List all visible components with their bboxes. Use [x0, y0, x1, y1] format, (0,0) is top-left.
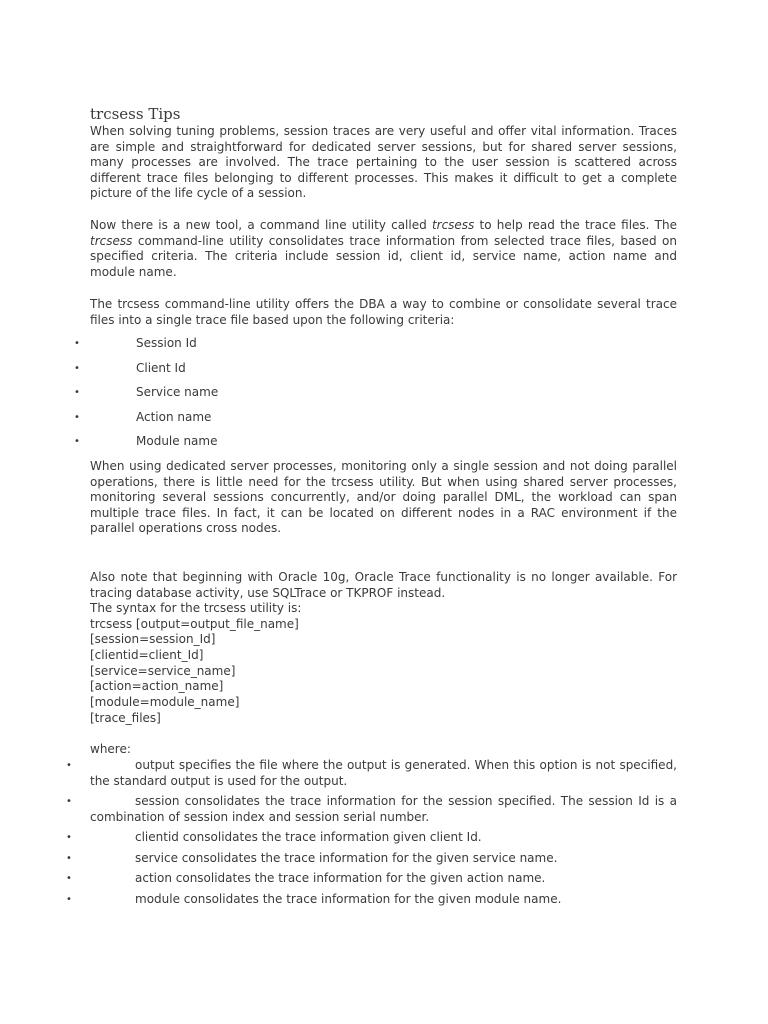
syntax-line: The syntax for the trcsess utility is:: [90, 601, 302, 615]
option-description: service consolidates the trace information for the given service name.: [135, 850, 558, 865]
list-item: [0, 892, 677, 913]
tool-text-3: command-line utility consolidates trace information from selected trace files, based on specified criteria. The criteria include session id, client id, service name, action name and module name.: [90, 233, 677, 279]
option-description: session consolidates the trace information for the session specified. The session Id is a combination of session index and session serial number.: [90, 794, 677, 824]
option-description: clientid consolidates the trace information given client Id.: [135, 830, 482, 844]
tool-text-2: to help read the trace files. The: [474, 218, 677, 232]
syntax-line: [module=module_name]: [90, 695, 240, 710]
tool-paragraph: [90, 218, 677, 280]
option-description: output specifies the file where the output is generated. When this option is not specified, the standard output is used for the output.: [90, 758, 677, 788]
syntax-line: [action=action_name]: [90, 679, 224, 694]
bullet-icon: •: [74, 362, 80, 374]
trcsess-term: trcsess: [431, 218, 475, 232]
criteria-item-label: Action name: [136, 409, 212, 424]
bullet-icon: •: [66, 894, 72, 906]
syntax-line: trcsess [output=output_file_name]: [90, 616, 299, 631]
criteria-item-label: Module name: [136, 434, 218, 449]
list-item: [0, 851, 677, 872]
criteria-item-label: Service name: [136, 385, 219, 400]
bullet-icon: •: [74, 436, 80, 448]
bullet-icon: •: [66, 852, 72, 864]
syntax-line: [session=session_Id]: [90, 632, 216, 647]
bullet-icon: •: [74, 411, 80, 423]
criteria-item-label: Client Id: [136, 360, 186, 375]
dedicated-server-paragraph: When using dedicated server processes, monitoring only a single session and not doing parallel operations, there is little need for the trcsess utility. But when using shared server processes, monitoring several sessions concurrently, and/or doing parallel DML, the workload can span multiple trace files. In fact, it can be located on different nodes in a RAC environment if the parallel operations cross nodes.: [90, 459, 677, 536]
criteria-intro-paragraph: The trcsess command-line utility offers the DBA a way to combine or consolidate several trace files into a single trace file based upon the following criteria:: [90, 297, 677, 327]
bullet-icon: •: [66, 796, 72, 807]
syntax-line: [clientid=client_Id]: [90, 648, 204, 663]
syntax-line: [service=service_name]: [90, 663, 236, 678]
syntax-line: [trace_files]: [90, 710, 161, 725]
bullet-icon: •: [66, 873, 72, 885]
list-item: [0, 794, 677, 830]
oracle-note-paragraph: Also note that beginning with Oracle 10g, Oracle Trace functionality is no longer available. For tracing database activity, use SQLTrace or TKPROF instead.: [90, 570, 677, 600]
list-item: [0, 871, 677, 892]
syntax-block: [90, 601, 301, 727]
option-description: action consolidates the trace information for the given action name.: [135, 871, 546, 886]
list-item: [0, 830, 677, 851]
bullet-icon: •: [66, 760, 72, 771]
criteria-item-label: Session Id: [136, 336, 197, 350]
options-list: [0, 758, 768, 913]
bullet-icon: •: [74, 338, 80, 349]
trcsess-term: trcsess: [90, 233, 133, 248]
list-item: [0, 758, 677, 794]
bullet-icon: •: [74, 387, 80, 399]
tool-text-1: Now there is a new tool, a command line utility called: [90, 218, 432, 232]
document-title: trcsess Tips: [90, 105, 181, 123]
intro-paragraph: When solving tuning problems, session traces are very useful and offer vital information. Traces are simple and straightforward for dedicated server sessions, but for shared server sessions, many processes are involved. The trace pertaining to the user session is scattered across different trace files belonging to different processes. This makes it difficult to get a complete picture of the life cycle of a session.: [90, 124, 677, 201]
bullet-icon: •: [66, 832, 72, 843]
where-label: where:: [90, 742, 131, 756]
option-description: module consolidates the trace information for the given module name.: [135, 892, 562, 907]
